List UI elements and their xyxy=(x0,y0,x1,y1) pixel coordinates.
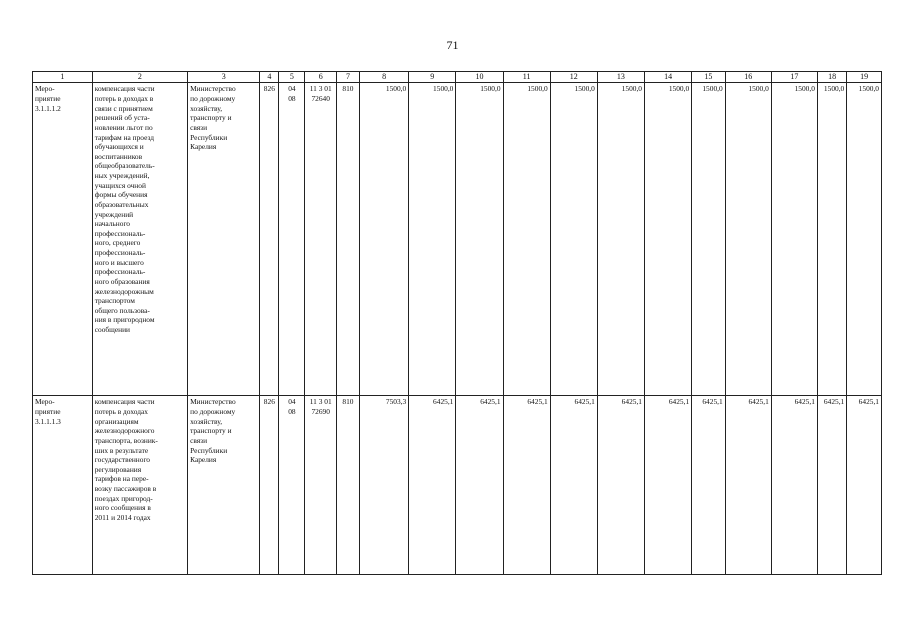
column-header: 14 xyxy=(645,72,692,83)
budget-table xyxy=(32,71,882,575)
value-cell: 6425,1 xyxy=(692,396,726,575)
column-header: 18 xyxy=(817,72,846,83)
value-cell: 6425,1 xyxy=(503,396,550,575)
column-header: 19 xyxy=(847,72,882,83)
column-header: 13 xyxy=(597,72,644,83)
column-header: 10 xyxy=(456,72,503,83)
value-cell: 6425,1 xyxy=(456,396,503,575)
grbs-cell: 826 xyxy=(260,83,279,396)
value-cell: 6425,1 xyxy=(817,396,846,575)
value-cell: 1500,0 xyxy=(725,83,771,396)
csr-cell: 11 3 01 72640 xyxy=(305,83,336,396)
value-cell: 6425,1 xyxy=(645,396,692,575)
rzpr-cell: 04 08 xyxy=(279,83,305,396)
value-cell: 1500,0 xyxy=(771,83,817,396)
column-header: 3 xyxy=(188,72,260,83)
description-cell: компенсация части потерь в доходах в связи с принятием решений об уста- новлении льгот по тарифам на проезд обучающихся и воспитанников общеобразователь- ных учреждений, учащихся очной формы обучения образовательных учреждений начального профессиональ- ного, среднего профессиональ- ного и высшего профессиональ- ного образования железнодорожным транспортом общего пользова- ния в пригородном сообщении xyxy=(92,83,187,396)
column-header: 1 xyxy=(33,72,93,83)
column-header: 6 xyxy=(305,72,336,83)
value-cell: 7503,3 xyxy=(359,396,408,575)
executor-cell: Министерство по дорожному хозяйству, транспорту и связи Республики Карелия xyxy=(188,83,260,396)
value-cell: 1500,0 xyxy=(409,83,456,396)
value-cell: 1500,0 xyxy=(597,83,644,396)
header-row xyxy=(33,72,882,83)
column-header: 7 xyxy=(336,72,359,83)
value-cell: 6425,1 xyxy=(725,396,771,575)
column-header: 2 xyxy=(92,72,187,83)
value-cell: 1500,0 xyxy=(359,83,408,396)
value-cell: 1500,0 xyxy=(503,83,550,396)
table-row xyxy=(33,396,882,575)
column-header: 16 xyxy=(725,72,771,83)
column-header: 5 xyxy=(279,72,305,83)
value-cell: 1500,0 xyxy=(817,83,846,396)
column-header: 11 xyxy=(503,72,550,83)
column-header: 9 xyxy=(409,72,456,83)
value-cell: 6425,1 xyxy=(771,396,817,575)
column-header: 8 xyxy=(359,72,408,83)
event-cell: Меро- приятие 3.1.1.1.2 xyxy=(33,83,93,396)
column-header: 4 xyxy=(260,72,279,83)
value-cell: 6425,1 xyxy=(597,396,644,575)
rzpr-cell: 04 08 xyxy=(279,396,305,575)
csr-cell: 11 3 01 72690 xyxy=(305,396,336,575)
column-header: 12 xyxy=(550,72,597,83)
page-number: 71 xyxy=(446,38,459,52)
value-cell: 6425,1 xyxy=(550,396,597,575)
event-cell: Меро- приятие 3.1.1.1.3 xyxy=(33,396,93,575)
value-cell: 1500,0 xyxy=(692,83,726,396)
value-cell: 1500,0 xyxy=(456,83,503,396)
value-cell: 1500,0 xyxy=(550,83,597,396)
grbs-cell: 826 xyxy=(260,396,279,575)
description-cell: компенсация части потерь в доходах организациям железнодорожного транспорта, возник- ших в результате государственного регулирования тарифов на пере- возку пассажиров в поездах пригород- ного сообщения в 2011 и 2014 годах xyxy=(92,396,187,575)
value-cell: 6425,1 xyxy=(409,396,456,575)
vr-cell: 810 xyxy=(336,83,359,396)
value-cell: 1500,0 xyxy=(847,83,882,396)
value-cell: 6425,1 xyxy=(847,396,882,575)
value-cell: 1500,0 xyxy=(645,83,692,396)
column-header: 15 xyxy=(692,72,726,83)
executor-cell: Министерство по дорожному хозяйству, транспорту и связи Республики Карелия xyxy=(188,396,260,575)
vr-cell: 810 xyxy=(336,396,359,575)
table-row xyxy=(33,83,882,396)
column-header: 17 xyxy=(771,72,817,83)
